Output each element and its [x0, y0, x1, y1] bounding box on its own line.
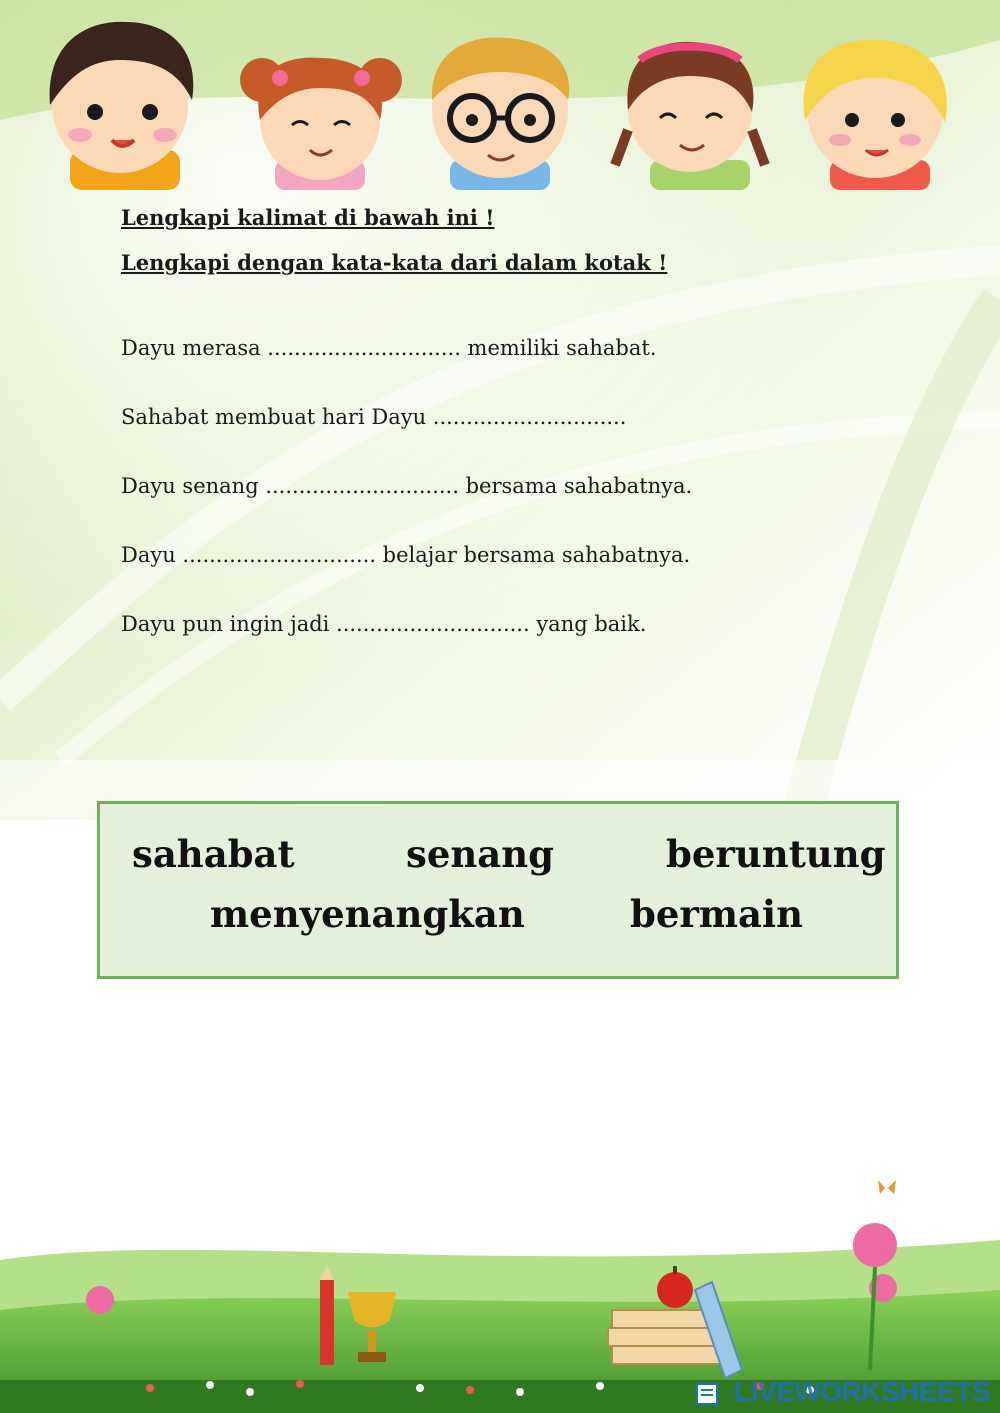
word-bank-item[interactable]: sahabat: [132, 832, 295, 876]
word-bank-box: [97, 801, 899, 979]
liveworksheets-watermark: LIVEWORKSHEETS: [734, 1376, 990, 1407]
sentence-1[interactable]: Dayu merasa ............................. memiliki sahabat.: [121, 336, 657, 360]
books-icon: [608, 1310, 720, 1364]
instruction-line-1: Lengkapi kalimat di bawah ini !: [121, 205, 495, 230]
sentence-2[interactable]: Sahabat membuat hari Dayu .............................: [121, 405, 627, 429]
butterfly-icon: [878, 1180, 896, 1194]
children-header-illustration: [0, 0, 1000, 200]
sentence-4[interactable]: Dayu ............................. belajar bersama sahabatnya.: [121, 543, 691, 567]
word-bank-item[interactable]: menyenangkan: [210, 892, 525, 936]
pencil-icon: [320, 1265, 334, 1365]
sentence-3[interactable]: Dayu senang ............................. bersama sahabatnya.: [121, 474, 693, 498]
word-bank-item[interactable]: bermain: [630, 892, 803, 936]
instruction-line-2: Lengkapi dengan kata-kata dari dalam kotak !: [121, 250, 668, 275]
liveworksheets-logo-icon: [695, 1380, 723, 1406]
sentence-5[interactable]: Dayu pun ingin jadi ............................. yang baik.: [121, 612, 647, 636]
sentence-list: [121, 336, 692, 681]
word-bank-item[interactable]: senang: [406, 832, 555, 876]
instructions: [121, 205, 667, 295]
word-bank-item[interactable]: beruntung: [666, 832, 886, 876]
